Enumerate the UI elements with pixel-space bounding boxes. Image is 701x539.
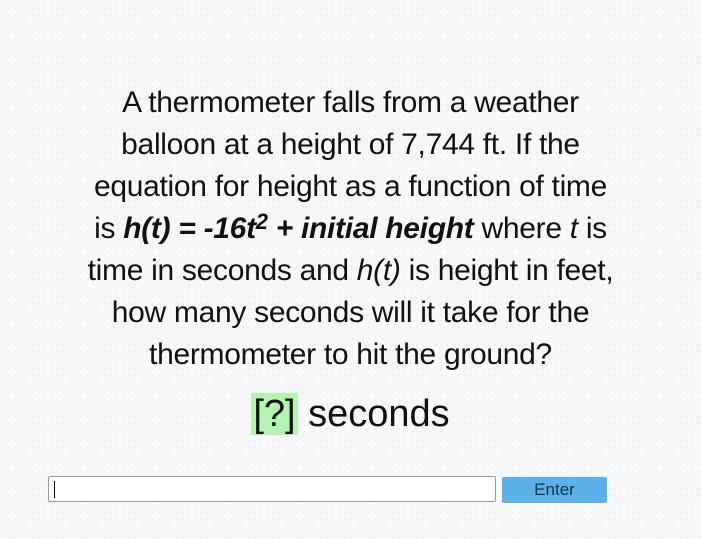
formula-start: h(t) = -16t <box>123 212 256 245</box>
question-line-1: A thermometer falls from a weather <box>122 86 579 119</box>
question-line-4-prefix: is <box>94 212 124 245</box>
question-line-3: equation for height as a function of time <box>93 170 608 203</box>
text-cursor <box>54 481 55 498</box>
question-line-6: how many seconds will it take for the <box>111 296 590 329</box>
question-line-5-prefix: time in seconds and <box>87 254 357 287</box>
answer-input[interactable] <box>48 476 496 502</box>
question-line-4 <box>20 208 681 250</box>
formula-end: + initial height <box>267 212 474 245</box>
answer-template <box>0 388 701 440</box>
question-line-4-mid: where <box>473 212 570 245</box>
question-text <box>20 82 681 376</box>
question-line-4-suffix: is <box>577 212 607 245</box>
formula <box>123 209 474 245</box>
enter-button[interactable]: Enter <box>502 477 607 503</box>
variable-t: t <box>569 212 578 245</box>
formula-exponent: 2 <box>255 209 268 234</box>
question-line-5-suffix: is height in feet, <box>400 254 614 287</box>
question-line-5 <box>20 250 681 292</box>
answer-blank: [?] <box>253 393 296 435</box>
variable-ht: h(t) <box>356 254 401 287</box>
answer-unit: seconds <box>297 393 450 435</box>
question-line-7: thermometer to hit the ground? <box>149 338 552 371</box>
question-line-2: balloon at a height of 7,744 ft. If the <box>121 128 580 161</box>
